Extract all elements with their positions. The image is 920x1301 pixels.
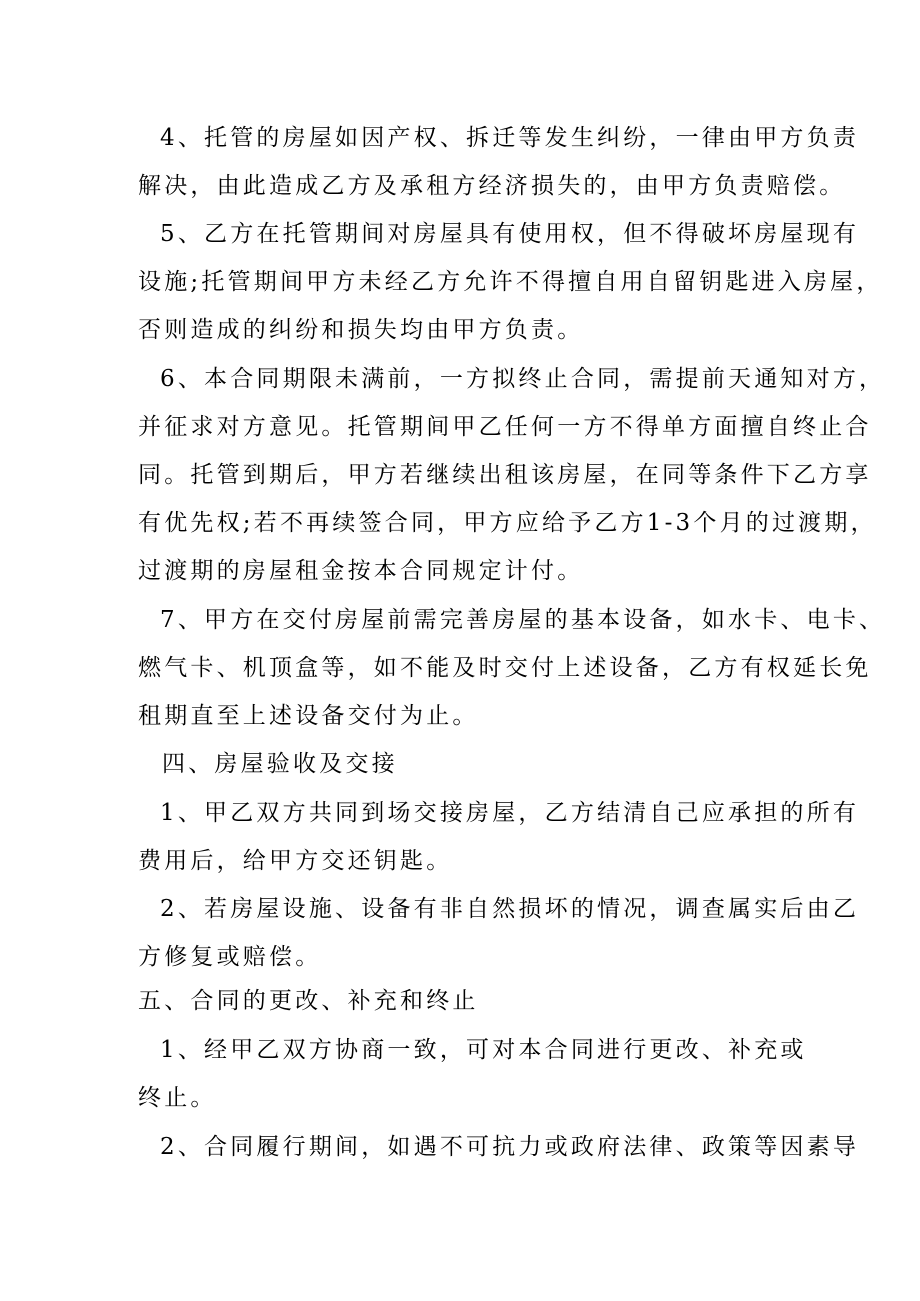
paragraph-4-line-1: 4、托管的房屋如因产权、拆迁等发生纠纷，一律由甲方负责 <box>160 125 860 151</box>
paragraph-6-line-4: 有优先权;若不再续签合同，甲方应给予乙方1-3个月的过渡期， <box>138 510 877 536</box>
section-5-item-1-line-1: 1、经甲乙双方协商一致，可对本合同进行更改、补充或 <box>160 1037 807 1063</box>
section-4-item-1-line-2: 费用后，给甲方交还钥匙。 <box>138 848 453 874</box>
paragraph-7-line-3: 租期直至上述设备交付为止。 <box>138 703 479 729</box>
paragraph-5-line-3: 否则造成的纠纷和损失均由甲方负责。 <box>138 317 584 343</box>
paragraph-6-line-3: 同。托管到期后，甲方若继续出租该房屋，在同等条件下乙方享 <box>138 462 872 488</box>
paragraph-6-line-1: 6、本合同期限未满前，一方拟终止合同，需提前天通知对方， <box>160 366 886 392</box>
paragraph-7-line-2: 燃气卡、机顶盒等，如不能及时交付上述设备，乙方有权延长免 <box>138 655 872 681</box>
section-4-item-1-line-1: 1、甲乙双方共同到场交接房屋，乙方结清自己应承担的所有 <box>160 800 860 826</box>
section-4-item-2-line-2: 方修复或赔偿。 <box>138 944 322 970</box>
paragraph-4-line-2: 解决，由此造成乙方及承租方经济损失的，由甲方负责赔偿。 <box>138 173 846 199</box>
section-4-item-2-line-1: 2、若房屋设施、设备有非自然损坏的情况，调查属实后由乙 <box>160 896 860 922</box>
paragraph-7-line-1: 7、甲方在交付房屋前需完善房屋的基本设备，如水卡、电卡、 <box>160 607 886 633</box>
paragraph-5-line-2: 设施;托管期间甲方未经乙方允许不得擅自用自留钥匙进入房屋， <box>138 269 883 295</box>
paragraph-6-line-5: 过渡期的房屋租金按本合同规定计付。 <box>138 558 584 584</box>
paragraph-5-line-1: 5、乙方在托管期间对房屋具有使用权，但不得破坏房屋现有 <box>160 221 860 247</box>
paragraph-6-line-2: 并征求对方意见。托管期间甲乙任何一方不得单方面擅自终止合 <box>138 414 872 440</box>
section-5-item-2-line-1: 2、合同履行期间，如遇不可抗力或政府法律、政策等因素导 <box>160 1134 860 1160</box>
section-5-heading: 五、合同的更改、补充和终止 <box>138 988 479 1014</box>
section-5-item-1-line-2: 终止。 <box>138 1085 217 1111</box>
section-4-heading: 四、房屋验收及交接 <box>162 751 398 777</box>
